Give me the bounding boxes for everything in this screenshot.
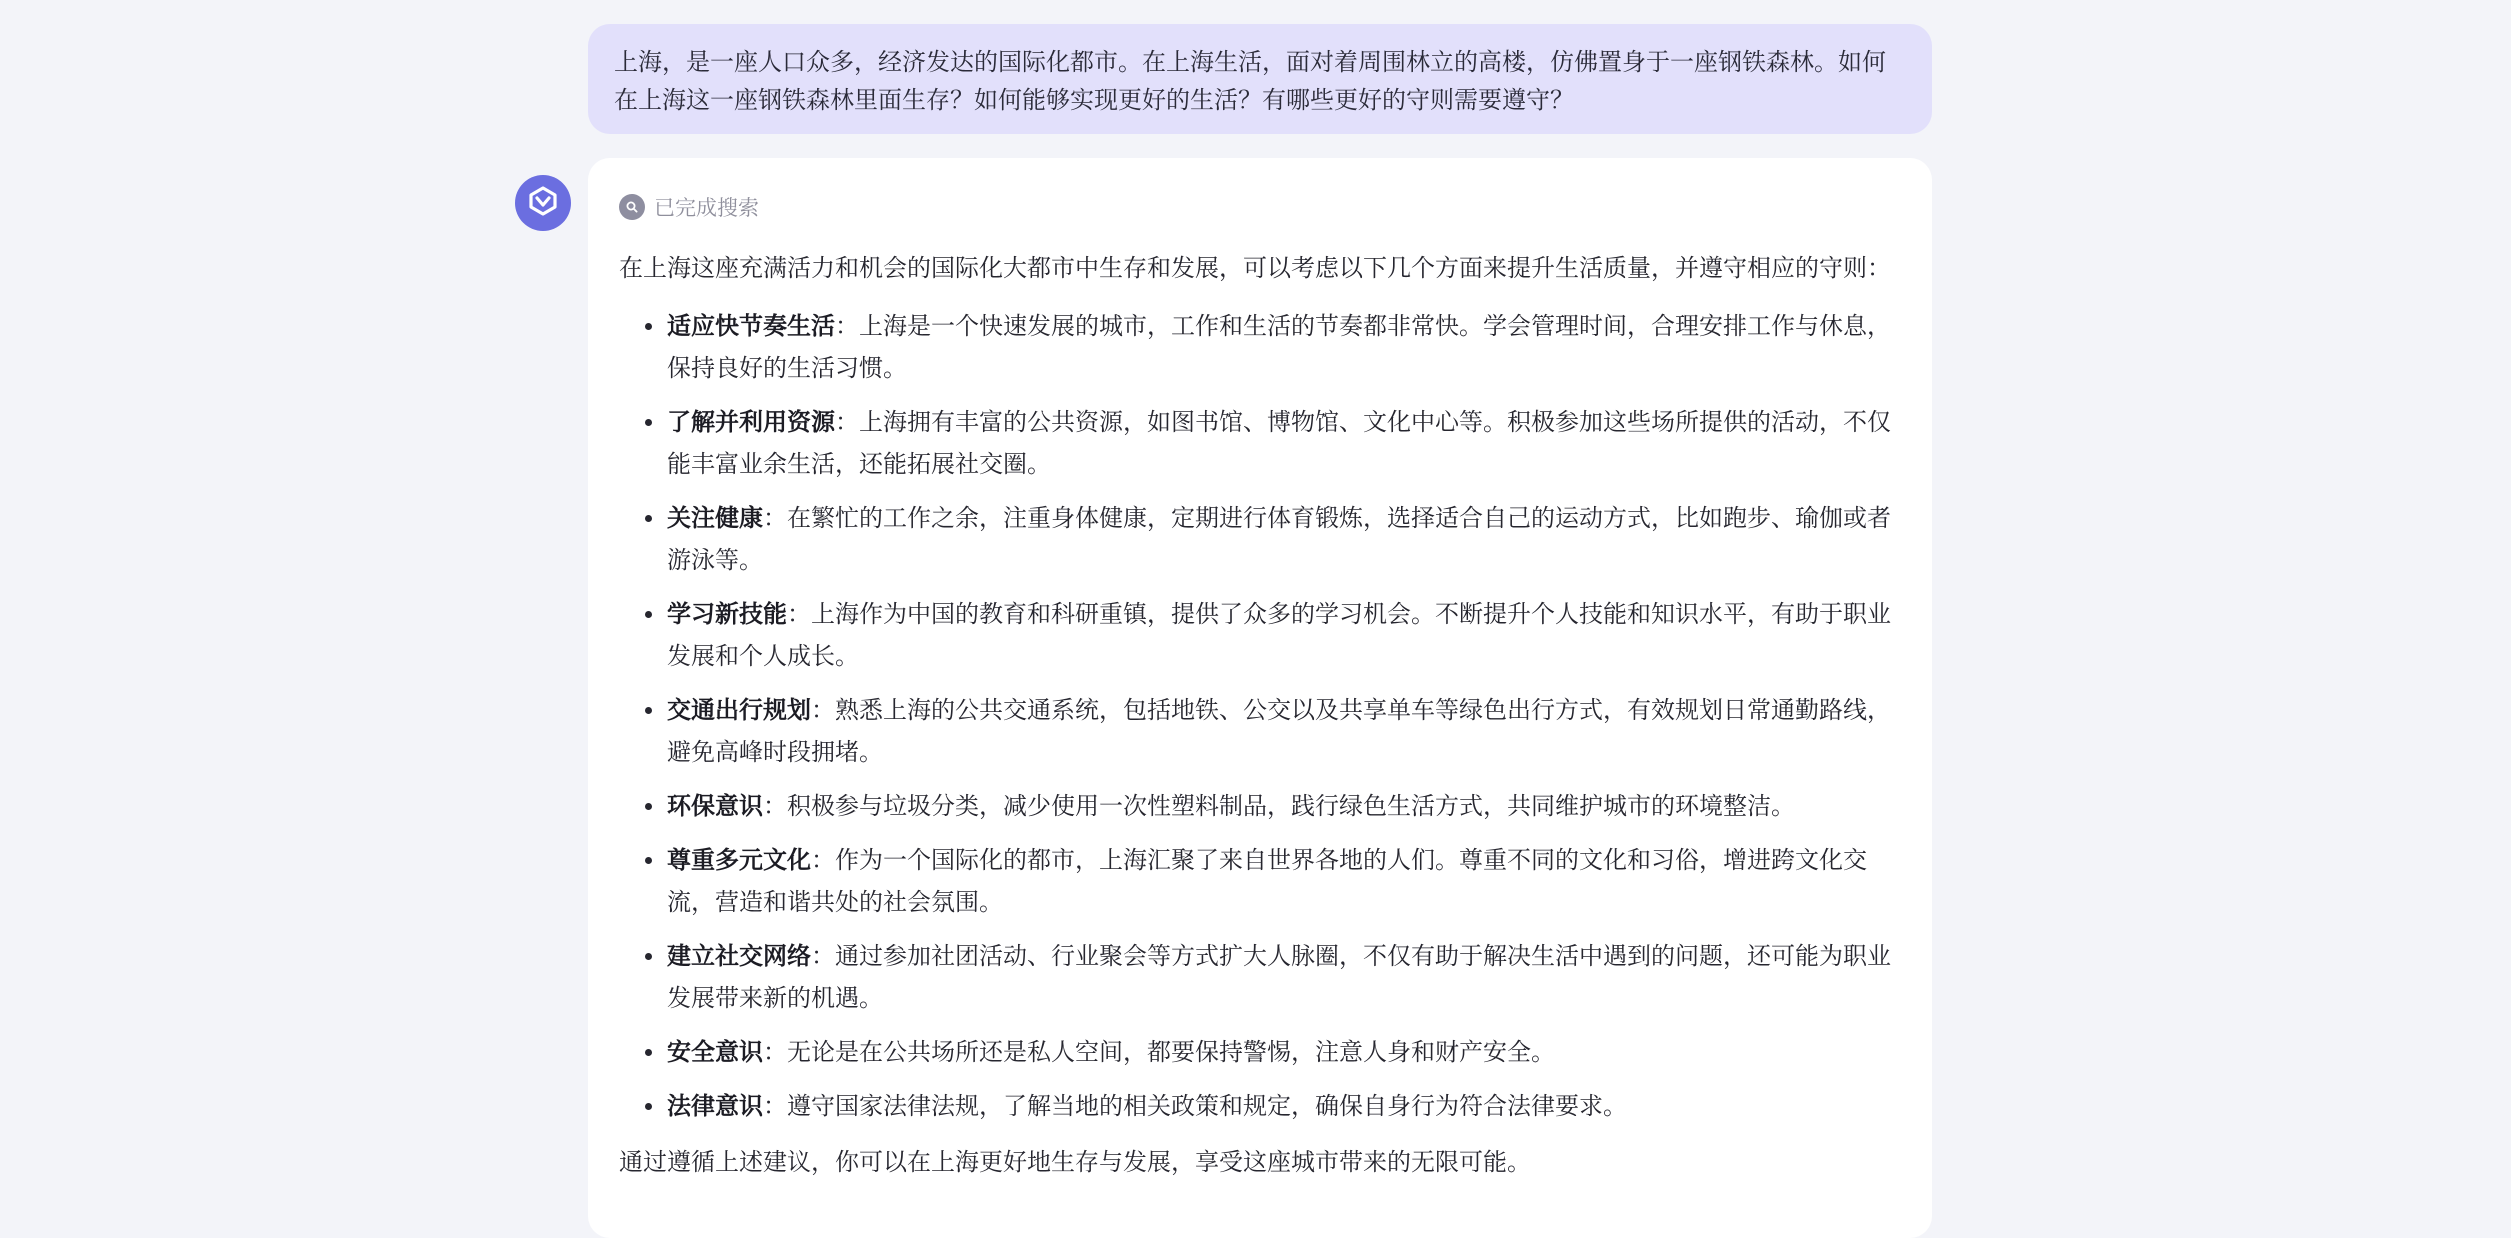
bullet-dot-icon <box>645 707 652 714</box>
bullet-dot-icon <box>645 419 652 426</box>
user-message-bubble <box>588 24 1932 134</box>
list-item-title: 尊重多元文化 <box>667 846 811 874</box>
list-item-title: 学习新技能 <box>667 600 787 628</box>
bullet-dot-icon <box>645 323 652 330</box>
list-item-text: ：上海拥有丰富的公共资源，如图书馆、博物馆、文化中心等。积极参加这些场所提供的活动，不仅能丰富业余生活，还能拓展社交圈。 <box>667 408 1891 478</box>
bullet-dot-icon <box>645 515 652 522</box>
bullet-dot-icon <box>645 1049 652 1056</box>
list-item-text: ：通过参加社团活动、行业聚会等方式扩大人脉圈，不仅有助于解决生活中遇到的问题，还可能为职业发展带来新的机遇。 <box>667 942 1891 1012</box>
bullet-dot-icon <box>645 1103 652 1110</box>
list-item <box>619 497 1899 581</box>
list-item <box>619 689 1899 773</box>
list-item <box>619 935 1899 1019</box>
list-item-title: 关注健康 <box>667 504 763 532</box>
list-item-title: 法律意识 <box>667 1092 763 1120</box>
list-item-text: ：积极参与垃圾分类，减少使用一次性塑料制品，践行绿色生活方式，共同维护城市的环境整洁。 <box>763 792 1795 820</box>
list-item-text: ：上海是一个快速发展的城市，工作和生活的节奏都非常快。学会管理时间，合理安排工作与休息，保持良好的生活习惯。 <box>667 312 1891 382</box>
bullet-dot-icon <box>645 857 652 864</box>
list-item-title: 了解并利用资源 <box>667 408 835 436</box>
user-message-text: 上海，是一座人口众多，经济发达的国际化都市。在上海生活，面对着周围林立的高楼，仿佛置身于一座钢铁森林。如何在上海这一座钢铁森林里面生存？如何能够实现更好的生活？有哪些更好的守则需要遵守？ <box>614 48 1886 114</box>
list-item-title: 环保意识 <box>667 792 763 820</box>
search-status-label: 已完成搜索 <box>654 196 759 220</box>
list-item-title: 建立社交网络 <box>667 942 811 970</box>
list-item <box>619 1031 1899 1073</box>
list-item-text: ：作为一个国际化的都市，上海汇聚了来自世界各地的人们。尊重不同的文化和习俗，增进跨文化交流，营造和谐共处的社会氛围。 <box>667 846 1867 916</box>
bullet-dot-icon <box>645 803 652 810</box>
list-item-title: 交通出行规划 <box>667 696 811 724</box>
list-item-text: ：无论是在公共场所还是私人空间，都要保持警惕，注意人身和财产安全。 <box>763 1038 1555 1066</box>
list-item <box>619 401 1899 485</box>
bullet-dot-icon <box>645 611 652 618</box>
list-item-title: 安全意识 <box>667 1038 763 1066</box>
list-item <box>619 785 1899 827</box>
assistant-avatar <box>515 175 571 231</box>
list-item-title: 适应快节奏生活 <box>667 312 835 340</box>
list-item <box>619 305 1899 389</box>
tips-list <box>619 305 1899 1127</box>
list-item-text: ：熟悉上海的公共交通系统，包括地铁、公交以及共享单车等绿色出行方式，有效规划日常通勤路线，避免高峰时段拥堵。 <box>667 696 1891 766</box>
list-item <box>619 593 1899 677</box>
bullet-dot-icon <box>645 953 652 960</box>
list-item-text: ：上海作为中国的教育和科研重镇，提供了众多的学习机会。不断提升个人技能和知识水平，有助于职业发展和个人成长。 <box>667 600 1891 670</box>
reply-conclusion: 通过遵循上述建议，你可以在上海更好地生存与发展，享受这座城市带来的无限可能。 <box>619 1148 1531 1176</box>
reply-intro: 在上海这座充满活力和机会的国际化大都市中生存和发展，可以考虑以下几个方面来提升生活质量，并遵守相应的守则： <box>619 254 1891 282</box>
assistant-logo-icon <box>526 184 560 222</box>
assistant-reply-card <box>588 158 1932 1238</box>
search-done-icon <box>619 194 645 220</box>
list-item <box>619 1085 1899 1127</box>
list-item <box>619 839 1899 923</box>
list-item-text: ：遵守国家法律法规，了解当地的相关政策和规定，确保自身行为符合法律要求。 <box>763 1092 1627 1120</box>
list-item-text: ：在繁忙的工作之余，注重身体健康，定期进行体育锻炼，选择适合自己的运动方式，比如跑步、瑜伽或者游泳等。 <box>667 504 1891 574</box>
search-status-toggle[interactable] <box>619 192 1899 222</box>
